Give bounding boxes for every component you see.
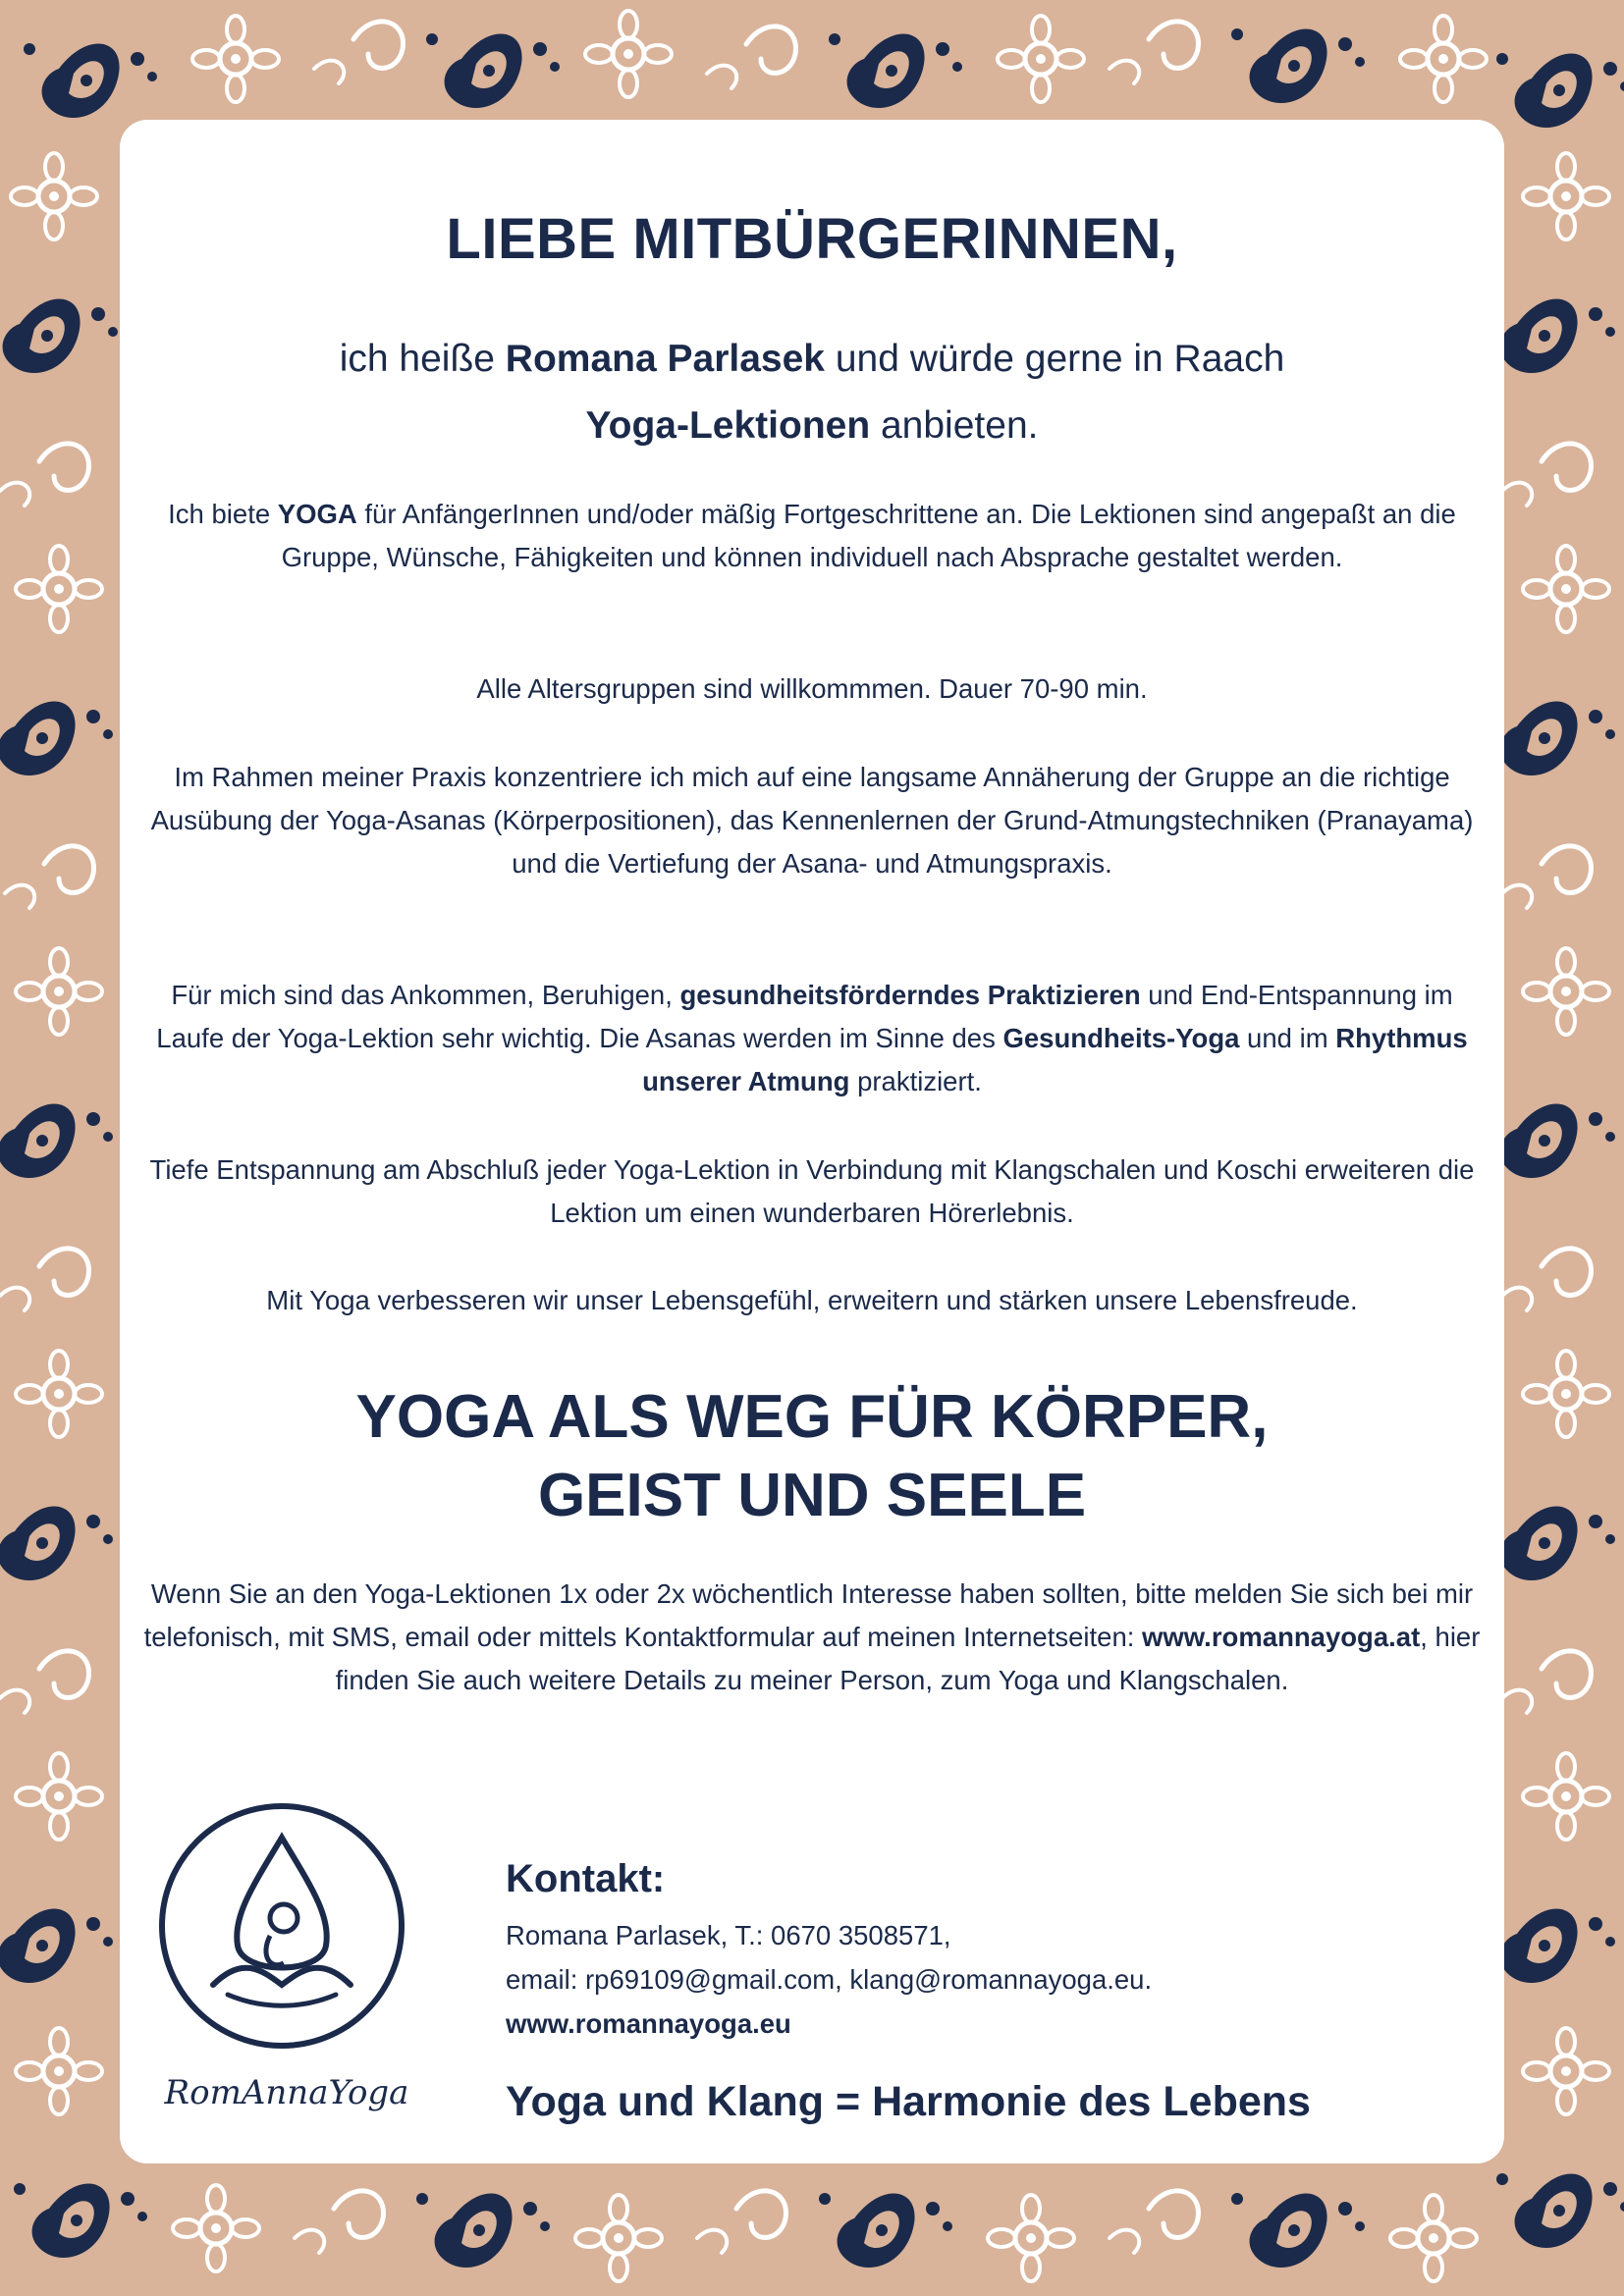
contact-phone: Romana Parlasek, T.: 0670 3508571, [506, 1920, 951, 1950]
content-card [120, 120, 1504, 2163]
paragraph-offer: Ich biete YOGA für AnfängerInnen und/oder mäßig Fortgeschrittene an. Die Lektionen sind angepaßt an die Gruppe, Wünsche, Fähigkeiten und können individuell nach Absprache gestaltet werden. [168, 499, 1456, 572]
paragraph-practice: Im Rahmen meiner Praxis konzentriere ich mich auf eine langsame Annäherung der Gruppe an die richtige Ausübung der Yoga-Asanas (Körperpositionen), das Kennenlernen der Grund-Atmungstechniken (Pranayama) und die Vertiefung der Asana- und Atmungspraxis. [150, 762, 1474, 879]
secondary-heading: YOGA ALS WEG FÜR KÖRPER, GEIST UND SEELE [355, 1383, 1269, 1529]
intro-name: Romana Parlasek [505, 338, 825, 380]
contact-email[interactable]: email: rp69109@gmail.com, klang@romannayoga.eu. [506, 1964, 1153, 1995]
paragraph-focus: Für mich sind das Ankommen, Beruhigen, gesundheitsförderndes Praktizieren und End-Entspannung im Laufe der Yoga-Lektion sehr wichtig. Die Asanas werden im Sinne des Gesundheits-Yoga und im Rhythmus unserer Atmung praktiziert. [156, 980, 1468, 1096]
yoga-logo-icon [154, 1798, 409, 2054]
paragraph-ages: Alle Altersgruppen sind willkommmen. Dauer 70-90 min. [476, 673, 1148, 704]
website-link[interactable]: www.romannayoga.at [1142, 1622, 1421, 1652]
intro-text: ich heiße Romana Parlasek und würde gerne in Raach Yoga-Lektionen anbieten. [339, 338, 1285, 447]
tagline: Yoga und Klang = Harmonie des Lebens [506, 2078, 1311, 2125]
paragraph-relaxation: Tiefe Entspannung am Abschluß jeder Yoga-Lektion in Verbindung mit Klangschalen und Koschi erweiteren die Lektion um einen wunderbaren Hörerlebnis. [149, 1154, 1475, 1228]
paragraph-signup: Wenn Sie an den Yoga-Lektionen 1x oder 2x wöchentlich Interesse haben sollten, bitte melden Sie sich bei mir telefonisch, mit SMS, email oder mittels Kontaktformular auf meinen Internetseiten: www.romannayoga.at, hier finden Sie auch weitere Details zu meiner Person, zum Yoga und Klangschalen. [143, 1578, 1481, 1695]
intro-course: Yoga-Lektionen [585, 404, 871, 447]
logo-wordmark: RomAnnaYoga [164, 2073, 409, 2112]
main-heading: LIEBE MITBÜRGERINNEN, [446, 207, 1178, 271]
paragraph-lifefeeling: Mit Yoga verbesseren wir unser Lebensgefühl, erweitern und stärken unsere Lebensfreude. [266, 1285, 1358, 1315]
contact-heading: Kontakt: [506, 1857, 666, 1900]
contact-block [506, 1857, 1468, 2046]
contact-website[interactable]: www.romannayoga.eu [506, 2008, 791, 2039]
